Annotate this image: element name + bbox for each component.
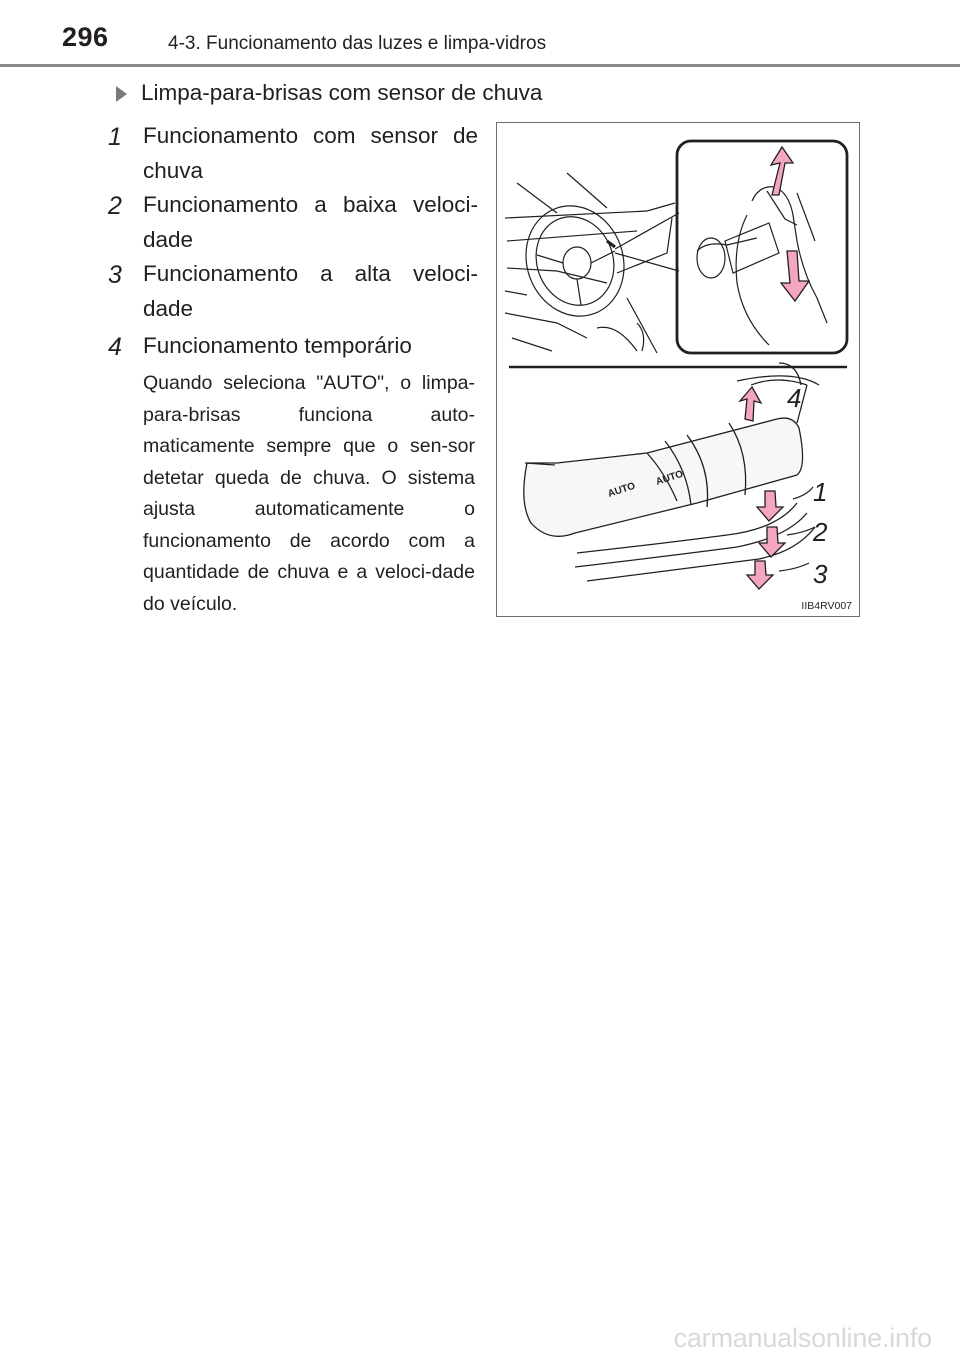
item-number-2: 2 <box>108 192 122 220</box>
item-text-3: Funcionamento a alta veloci-dade <box>143 261 478 321</box>
wiper-figure <box>496 122 860 617</box>
section-heading-text: Limpa-para-brisas com sensor de chuva <box>141 80 543 105</box>
wiper-illustration <box>497 123 858 615</box>
list-item-1 <box>108 118 478 188</box>
header-rule <box>0 64 960 67</box>
chapter-title: 4-3. Funcionamento das luzes e limpa-vidros <box>168 33 547 54</box>
item-number-3: 3 <box>108 261 122 289</box>
item-number-1: 1 <box>108 123 122 151</box>
item-number-4: 4 <box>108 333 122 361</box>
section-heading <box>116 80 542 106</box>
callout-4: 4 <box>787 383 802 413</box>
callout-3: 3 <box>813 559 828 589</box>
triangle-bullet-icon <box>116 86 127 102</box>
description-paragraph: Quando seleciona "AUTO", o limpa-para-brisas funciona auto-maticamente sempre que o sen-sor detetar queda de chuva. O sistema ajusta automaticamente o funcionamento de acordo com a quantidade de chuva e a veloci-dade do veículo. <box>143 372 475 615</box>
callout-1: 1 <box>813 477 828 507</box>
item-text-2: Funcionamento a baixa veloci-dade <box>143 192 478 252</box>
lever-auto-label-1: AUTO <box>606 480 637 500</box>
callout-2: 2 <box>813 517 828 547</box>
list-item-4 <box>108 328 478 363</box>
watermark-text: carmanualsonline.info <box>673 1323 932 1353</box>
item-text-4: Funcionamento temporário <box>143 333 412 358</box>
lever-auto-label-2: AUTO <box>654 468 685 488</box>
list-item-3 <box>108 256 478 326</box>
item-text-1: Funcionamento com sensor de chuva <box>143 123 478 183</box>
page-number: 296 <box>62 22 109 52</box>
list-item-2 <box>108 187 478 257</box>
figure-code: IIB4RV007 <box>801 600 852 612</box>
